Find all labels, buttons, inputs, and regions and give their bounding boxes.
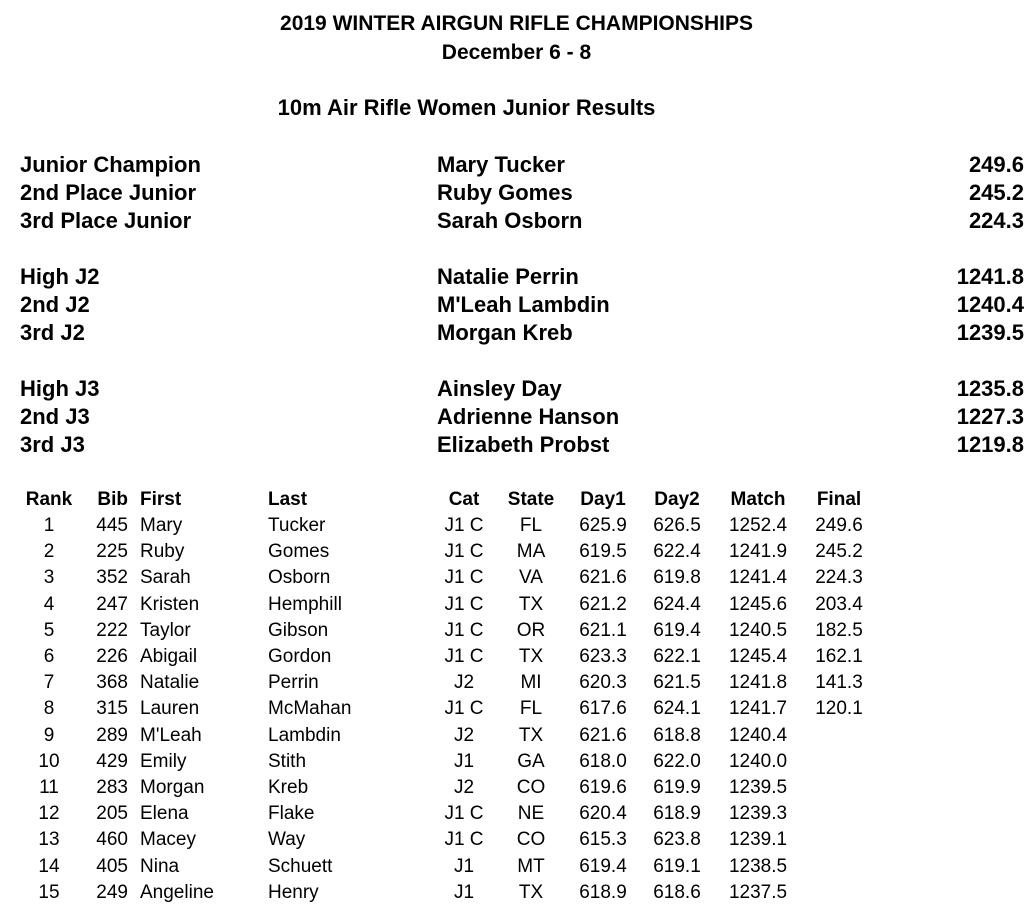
cell-last: Flake	[268, 803, 315, 825]
cell-bib: 205	[96, 803, 128, 825]
cell-day2: 619.8	[653, 567, 701, 589]
cell-day2: 624.4	[653, 593, 701, 615]
award-winner: Ainsley Day	[437, 376, 562, 401]
cell-state: MI	[520, 672, 542, 694]
cell-cat: J1 C	[444, 515, 484, 536]
table-row	[0, 880, 1033, 906]
award-label: 3rd Place Junior	[20, 208, 192, 233]
cell-first: Nina	[140, 855, 180, 877]
cell-day1: 617.6	[579, 698, 627, 720]
cell-last: Henry	[268, 881, 319, 903]
cell-first: Mary	[140, 515, 183, 536]
cell-cat: J1 C	[444, 646, 484, 667]
cell-match: 1237.5	[728, 881, 788, 903]
award-label: 2nd J2	[20, 292, 90, 317]
cell-cat: J2	[453, 777, 475, 798]
cell-state: FL	[519, 698, 543, 720]
cell-bib: 225	[96, 541, 128, 563]
cell-cat: J2	[453, 672, 475, 694]
cell-match: 1240.5	[728, 619, 788, 641]
award-winner: Morgan Kreb	[437, 320, 573, 345]
award-winner: Natalie Perrin	[437, 264, 579, 289]
cell-first: Ruby	[140, 541, 185, 563]
cell-match: 1252.4	[728, 515, 788, 536]
col-header-cat: Cat	[448, 489, 480, 510]
cell-bib: 222	[96, 619, 128, 641]
cell-cat: J1 C	[444, 593, 484, 615]
cell-day1: 620.4	[579, 803, 627, 825]
table-row	[0, 513, 1033, 539]
cell-state: FL	[519, 515, 543, 536]
cell-match: 1241.9	[728, 541, 788, 563]
cell-rank: 2	[43, 541, 55, 563]
cell-first: Sarah	[140, 567, 191, 589]
award-label: 2nd J3	[20, 404, 90, 429]
cell-bib: 429	[96, 750, 128, 772]
results-subtitle: 10m Air Rifle Women Junior Results	[277, 95, 656, 120]
table-row	[0, 670, 1033, 696]
cell-match: 1245.4	[728, 646, 788, 667]
cell-day1: 625.9	[579, 515, 627, 536]
award-winner: Sarah Osborn	[437, 208, 583, 233]
table-row	[0, 539, 1033, 565]
cell-final: 203.4	[815, 593, 863, 615]
cell-first: Natalie	[140, 672, 200, 694]
cell-rank: 1	[43, 515, 55, 536]
award-winner: M'Leah Lambdin	[437, 292, 610, 317]
table-row	[0, 618, 1033, 644]
cell-state: MT	[517, 855, 545, 877]
col-header-rank: Rank	[25, 489, 73, 510]
cell-last: Gomes	[268, 541, 330, 563]
cell-state: TX	[518, 881, 544, 903]
cell-last: McMahan	[268, 698, 352, 720]
cell-cat: J1 C	[444, 567, 484, 589]
cell-cat: J1 C	[444, 803, 484, 825]
award-label: 2nd Place Junior	[20, 180, 197, 205]
cell-rank: 5	[43, 619, 55, 641]
table-row	[0, 775, 1033, 801]
cell-match: 1239.3	[728, 803, 788, 825]
cell-match: 1238.5	[728, 855, 788, 877]
table-row	[0, 827, 1033, 853]
cell-rank: 7	[43, 672, 55, 694]
cell-day1: 619.4	[579, 855, 627, 877]
cell-cat: J1	[453, 881, 475, 903]
cell-state: MA	[516, 541, 546, 563]
cell-first: Angeline	[140, 881, 214, 903]
cell-bib: 283	[96, 777, 128, 798]
cell-last: Gordon	[268, 646, 332, 667]
cell-final: 120.1	[815, 698, 863, 720]
cell-day2: 626.5	[653, 515, 701, 536]
table-row	[0, 644, 1033, 670]
cell-rank: 15	[38, 881, 60, 903]
cell-day1: 619.6	[579, 777, 627, 798]
award-score: 1239.5	[956, 320, 1024, 345]
cell-day1: 618.0	[579, 750, 627, 772]
award-winner: Adrienne Hanson	[437, 404, 620, 429]
cell-match: 1240.0	[728, 750, 788, 772]
table-row	[0, 565, 1033, 591]
cell-cat: J1 C	[444, 619, 484, 641]
cell-cat: J1	[453, 750, 475, 772]
cell-match: 1239.1	[728, 829, 788, 851]
cell-last: Lambdin	[268, 724, 341, 746]
cell-day2: 622.1	[653, 646, 701, 667]
award-label: 3rd J2	[20, 320, 85, 345]
cell-first: Morgan	[140, 777, 205, 798]
cell-last: Schuett	[268, 855, 333, 877]
cell-day2: 618.9	[653, 803, 701, 825]
cell-day1: 621.1	[579, 619, 627, 641]
cell-rank: 11	[39, 777, 59, 798]
cell-match: 1241.7	[728, 698, 788, 720]
cell-rank: 14	[38, 855, 60, 877]
col-header-day1: Day1	[580, 489, 626, 510]
award-label: High J2	[20, 264, 100, 289]
cell-match: 1241.4	[728, 567, 788, 589]
cell-state: NE	[517, 803, 545, 825]
col-header-state: State	[507, 489, 555, 510]
cell-last: Stith	[268, 750, 307, 772]
award-label: 3rd J3	[20, 432, 85, 457]
cell-day2: 618.6	[653, 881, 701, 903]
cell-final: 162.1	[815, 646, 863, 667]
cell-state: OR	[516, 619, 546, 641]
table-row	[0, 723, 1033, 749]
cell-first: Emily	[140, 750, 187, 772]
cell-bib: 249	[96, 881, 128, 903]
award-score: 224.3	[968, 208, 1024, 233]
cell-bib: 405	[96, 855, 128, 877]
cell-day2: 622.0	[653, 750, 701, 772]
cell-day1: 619.5	[579, 541, 627, 563]
col-header-last: Last	[268, 489, 308, 510]
cell-day2: 619.1	[653, 855, 701, 877]
cell-bib: 368	[96, 672, 128, 694]
cell-last: Osborn	[268, 567, 331, 589]
cell-state: TX	[518, 646, 544, 667]
table-row	[0, 801, 1033, 827]
cell-final: 182.5	[815, 619, 863, 641]
col-header-bib: Bib	[97, 489, 128, 510]
cell-rank: 10	[38, 750, 60, 772]
award-winner: Ruby Gomes	[437, 180, 573, 205]
cell-day1: 621.6	[579, 567, 627, 589]
cell-final: 141.3	[815, 672, 863, 694]
cell-first: Kristen	[140, 593, 200, 615]
cell-day2: 619.4	[653, 619, 701, 641]
award-score: 245.2	[968, 180, 1024, 205]
event-dates: December 6 - 8	[441, 41, 592, 64]
cell-state: TX	[518, 593, 544, 615]
col-header-final: Final	[816, 489, 862, 510]
cell-first: M'Leah	[140, 724, 202, 746]
cell-first: Macey	[140, 829, 196, 851]
cell-bib: 315	[96, 698, 128, 720]
document-title: 2019 WINTER AIRGUN RIFLE CHAMPIONSHIPS	[280, 12, 753, 35]
cell-last: Tucker	[268, 515, 326, 536]
col-header-first: First	[140, 489, 182, 510]
cell-match: 1240.4	[728, 724, 788, 746]
cell-bib: 226	[96, 646, 128, 667]
cell-day2: 618.8	[653, 724, 701, 746]
cell-day1: 623.3	[579, 646, 627, 667]
award-score: 1240.4	[956, 292, 1024, 317]
cell-day1: 615.3	[579, 829, 627, 851]
cell-rank: 9	[43, 724, 55, 746]
cell-first: Abigail	[140, 646, 198, 667]
cell-bib: 352	[96, 567, 128, 589]
cell-match: 1245.6	[728, 593, 788, 615]
table-header-row	[0, 487, 1033, 513]
cell-day2: 621.5	[653, 672, 701, 694]
cell-last: Hemphill	[268, 593, 342, 615]
cell-day1: 621.6	[579, 724, 627, 746]
col-header-day2: Day2	[654, 489, 700, 510]
award-score: 1241.8	[956, 264, 1024, 289]
award-score: 1227.3	[956, 404, 1024, 429]
award-label: Junior Champion	[20, 152, 201, 177]
cell-day2: 624.1	[653, 698, 701, 720]
cell-state: CO	[516, 777, 546, 798]
table-row	[0, 592, 1033, 618]
award-winner: Elizabeth Probst	[437, 432, 610, 457]
col-header-match: Match	[730, 489, 786, 510]
cell-day2: 619.9	[653, 777, 701, 798]
cell-rank: 13	[38, 829, 60, 851]
cell-match: 1241.8	[728, 672, 788, 694]
cell-day1: 618.9	[579, 881, 627, 903]
award-score: 1219.8	[956, 432, 1024, 457]
cell-cat: J1 C	[444, 541, 484, 563]
cell-last: Perrin	[268, 672, 319, 694]
cell-last: Gibson	[268, 619, 329, 641]
cell-bib: 289	[96, 724, 128, 746]
cell-rank: 6	[43, 646, 55, 667]
award-label: High J3	[20, 376, 100, 401]
cell-rank: 4	[43, 593, 55, 615]
cell-day2: 622.4	[653, 541, 701, 563]
cell-day1: 621.2	[579, 593, 627, 615]
cell-bib: 445	[96, 515, 128, 536]
cell-state: CO	[516, 829, 546, 851]
cell-rank: 12	[38, 803, 60, 825]
cell-bib: 247	[96, 593, 128, 615]
cell-day1: 620.3	[579, 672, 627, 694]
award-score: 1235.8	[956, 376, 1024, 401]
award-score: 249.6	[968, 152, 1024, 177]
cell-cat: J2	[453, 724, 475, 746]
cell-bib: 460	[96, 829, 128, 851]
cell-state: TX	[518, 724, 544, 746]
cell-match: 1239.5	[728, 777, 788, 798]
cell-first: Elena	[140, 803, 189, 825]
table-row	[0, 749, 1033, 775]
cell-first: Lauren	[140, 698, 200, 720]
cell-last: Way	[268, 829, 306, 851]
award-winner: Mary Tucker	[437, 152, 565, 177]
cell-final: 224.3	[815, 567, 863, 589]
cell-state: GA	[517, 750, 545, 772]
cell-rank: 8	[43, 698, 55, 720]
cell-state: VA	[519, 567, 543, 589]
cell-cat: J1 C	[444, 698, 484, 720]
cell-day2: 623.8	[653, 829, 701, 851]
cell-cat: J1 C	[444, 829, 484, 851]
cell-cat: J1	[453, 855, 475, 877]
cell-rank: 3	[43, 567, 55, 589]
cell-last: Kreb	[268, 777, 309, 798]
table-row	[0, 854, 1033, 880]
table-row	[0, 696, 1033, 722]
cell-final: 245.2	[815, 541, 863, 563]
cell-first: Taylor	[140, 619, 191, 641]
cell-final: 249.6	[815, 515, 863, 536]
